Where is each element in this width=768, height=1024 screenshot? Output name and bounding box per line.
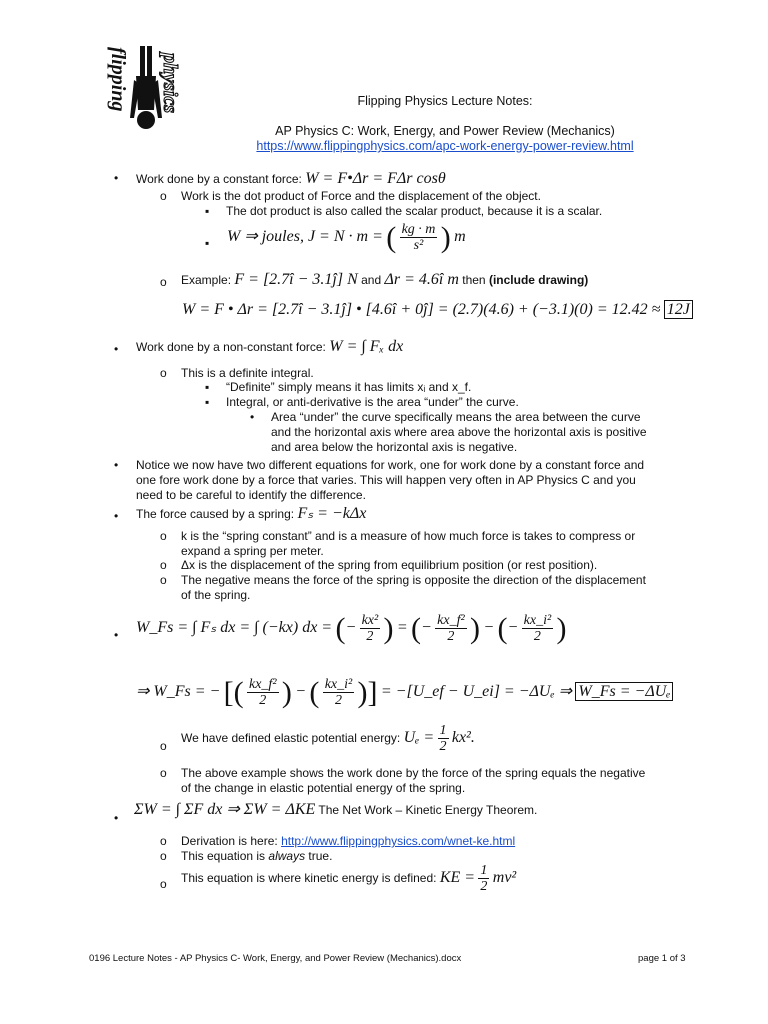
sub-sub-marker: ▪: [205, 380, 210, 394]
footer-page-number: page 1 of 3: [638, 953, 686, 964]
example-calculation: W = F • Δr = [2.7î − 3.1ĵ] • [4.6î + 0ĵ] = (2.7)(4.6) + (−3.1)(0) = 12.42 ≈ 12J: [182, 302, 693, 318]
derivation-line: Derivation is here: http://www.flippingphysics.com/wnet-ke.html: [181, 834, 516, 848]
sub-marker: o: [160, 573, 167, 587]
definite-limits-note: “Definite” simply means it has limits xᵢ and x_f.: [226, 380, 472, 394]
two-equations-line-1: Notice we now have two different equations for work, one for work done by a constant force and: [136, 458, 645, 472]
displacement-note: Δx is the displacement of the spring from equilibrium position (or rest position).: [181, 558, 598, 572]
bullet-marker: •: [114, 171, 119, 185]
spring-work-result: ⇒ W_Fs = − [( $\frac{\text{kx\_f²}}{2}$ ) − ( $\frac{\text{kx\_i²}}{2}$ )] = −[U_ef − U_ei] = −ΔUₑ ⇒ W_Fs = −ΔUₑ: [136, 672, 673, 713]
sub-marker: o: [160, 739, 167, 753]
header-title: Flipping Physics Lecture Notes:: [357, 94, 533, 108]
elastic-pe-definition: We have defined elastic potential energy: Uₑ = $\frac{1}{2}$ kx².: [181, 723, 475, 755]
svg-text:flipping: flipping: [107, 47, 129, 112]
bullet-constant-force: Work done by a constant force: W = F•Δr = FΔr cosθ: [136, 170, 446, 187]
header-subtitle: AP Physics C: Work, Energy, and Power Review (Mechanics): [275, 124, 615, 138]
sub-marker: o: [160, 877, 167, 891]
header-link[interactable]: https://www.flippingphysics.com/apc-work-energy-power-review.html: [256, 139, 634, 153]
spring-work-note-1: The above example shows the work done by the force of the spring equals the negative: [181, 766, 646, 780]
two-equations-line-3: need to be careful to identify the difference.: [136, 488, 366, 502]
bullet-spring-force: The force caused by a spring: Fₛ = −kΔx: [136, 505, 367, 522]
always-true-line: This equation is always true.: [181, 849, 333, 863]
negative-note-2: of the spring.: [181, 588, 251, 602]
sub-sub-marker: ▪: [205, 204, 210, 218]
sub-sub-marker: ▪: [205, 395, 210, 409]
scalar-product-note: The dot product is also called the scalar product, because it is a scalar.: [226, 204, 603, 218]
sub-marker: o: [160, 366, 167, 380]
spring-work-note-2: of the change in elastic potential energy of the spring.: [181, 781, 466, 795]
level4-marker: •: [250, 410, 255, 424]
joules-equation: W ⇒ joules, J = N · m = ( $\frac{kg \cdot m}{\text{s²}}$ ) m: [227, 220, 466, 254]
spring-constant-line-1: k is the “spring constant” and is a measure of how much force is takes to compress or: [181, 529, 636, 543]
sub-marker: o: [160, 834, 167, 848]
boxed-answer: 12J: [664, 300, 693, 319]
sub-marker: o: [160, 558, 167, 572]
area-detail-3: and area below the horizontal axis is negative.: [271, 440, 518, 454]
sub-marker: o: [160, 529, 167, 543]
svg-text:physics: physics: [159, 53, 181, 113]
sub-marker: o: [160, 849, 167, 863]
bullet-marker: •: [114, 628, 119, 642]
area-detail-1: Area “under” the curve specifically means the area between the curve: [271, 410, 641, 424]
derivation-link[interactable]: http://www.flippingphysics.com/wnet-ke.html: [281, 834, 516, 848]
sub-marker: o: [160, 189, 167, 203]
definite-integral-note: This is a definite integral.: [181, 366, 314, 380]
two-equations-line-2: one fore work done by a force that varies. This will happen very often in AP Physics C and you: [136, 473, 636, 487]
area-detail-2: and the horizontal axis where area above the horizontal axis is positive: [271, 425, 647, 439]
footer-filename: 0196 Lecture Notes - AP Physics C- Work, Energy, and Power Review (Mechanics).docx: [89, 953, 462, 964]
sub-sub-marker: ▪: [205, 236, 210, 250]
negative-note-1: The negative means the force of the spring is opposite the direction of the displacement: [181, 573, 646, 587]
bullet-nonconstant-force: Work done by a non-constant force: W = ∫ Fₓ dx: [136, 338, 404, 355]
spring-constant-line-2: expand a spring per meter.: [181, 544, 324, 558]
bullet-marker: •: [114, 342, 119, 356]
bullet-marker: •: [114, 811, 119, 825]
spring-force-equation: Fₛ = −kΔx: [297, 505, 367, 522]
bullet-marker: •: [114, 458, 119, 472]
work-energy-theorem: ΣW = ∫ ΣF dx ⇒ ΣW = ΔKE The Net Work – Kinetic Energy Theorem.: [134, 801, 538, 818]
boxed-spring-result: W_Fs = −ΔUₑ: [575, 682, 673, 701]
work-equation: W = F•Δr = FΔr cosθ: [305, 170, 446, 187]
sub-marker: o: [160, 275, 167, 289]
spring-work-equation: W_Fs = ∫ Fₛ dx = ∫ (−kx) dx = (− $\frac{\text{kx²}}{2}$ ) = (− $\frac{\text{kx\_f²}}{2}$ ) − (− $\frac{\text{kx\_i²}}{2}$ ): [136, 611, 567, 645]
example-line: Example: F = [2.7î − 3.1ĵ] N and Δr = 4.6î m then (include drawing): [181, 271, 589, 288]
sub-marker: o: [160, 766, 167, 780]
integral-work-equation: W = ∫ Fₓ dx: [329, 338, 404, 355]
document-header: [200, 94, 690, 154]
flipping-physics-logo: [96, 40, 192, 150]
kinetic-energy-definition: This equation is where kinetic energy is defined: KE = $\frac{1}{2}$ mv²: [181, 863, 517, 895]
bullet-marker: •: [114, 509, 119, 523]
area-under-curve-note: Integral, or anti-derivative is the area “under” the curve.: [226, 395, 519, 409]
dot-product-note: Work is the dot product of Force and the displacement of the object.: [181, 189, 541, 203]
